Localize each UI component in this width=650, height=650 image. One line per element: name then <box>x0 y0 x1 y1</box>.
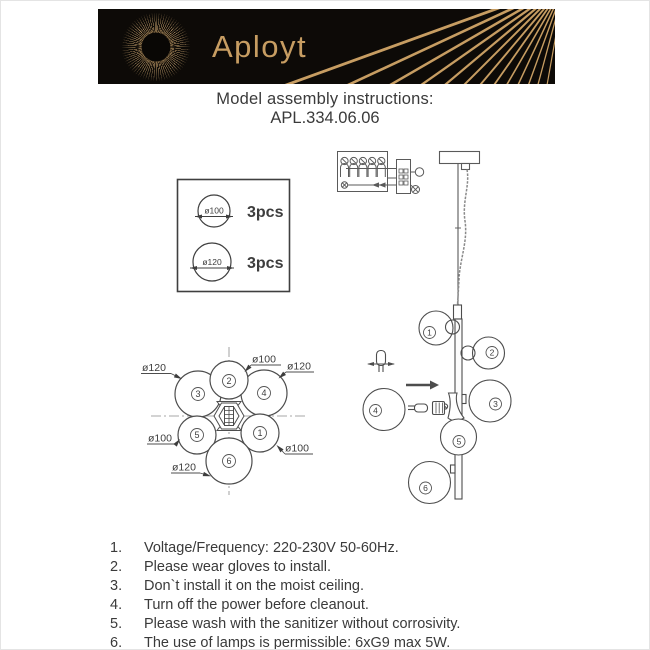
pendant-num-3: 3 <box>493 399 498 409</box>
parts-box <box>178 180 290 292</box>
instruction-text: Please wear gloves to install. <box>144 558 331 575</box>
pendant-assembly <box>363 305 511 504</box>
terminal-screws-icon <box>341 157 386 177</box>
pendant-num-6: 6 <box>423 483 428 493</box>
dim-100-top: ø100 <box>252 353 276 366</box>
instruction-text: Please wash with the sanitizer without corrosivity. <box>144 615 461 632</box>
tv-num-4: 4 <box>261 388 267 398</box>
ceiling-mount <box>440 152 480 306</box>
instruction-item <box>110 634 460 650</box>
dim-120-bl: ø120 <box>172 461 196 474</box>
brand-name: Aployt <box>212 28 308 64</box>
tv-num-5: 5 <box>194 430 200 440</box>
instruction-number: 3. <box>110 577 123 594</box>
dim-100-right: ø100 <box>285 442 309 455</box>
instruction-number: 1. <box>110 540 123 556</box>
power-wire <box>458 170 468 306</box>
tv-num-1: 1 <box>257 428 263 438</box>
sphere-6 <box>409 462 451 504</box>
dim-120-tr: ø120 <box>287 360 311 373</box>
model-number: APL.334.06.06 <box>270 109 380 127</box>
shade-120-icon <box>190 243 234 281</box>
connector-block-icon <box>397 160 411 194</box>
instruction-item <box>110 596 460 615</box>
instruction-number: 2. <box>110 558 123 575</box>
instructions-list <box>110 539 460 650</box>
shade-100-icon <box>195 195 233 227</box>
instruction-item <box>110 577 460 596</box>
g9-bulb-vertical-icon <box>367 351 395 373</box>
pendant-num-1: 1 <box>427 327 432 338</box>
center-hub-icon <box>214 402 244 431</box>
ground-symbol-icon <box>411 185 420 194</box>
shade-120-label: ø120 <box>202 257 222 267</box>
ground-wire <box>341 182 396 188</box>
g9-bulb-horizontal-icon <box>408 404 428 412</box>
tv-num-6: 6 <box>226 456 232 466</box>
instruction-number: 6. <box>110 634 123 650</box>
instruction-item <box>110 558 460 577</box>
assembly-arrow-icon <box>406 381 439 390</box>
socket-nut-icon <box>433 402 445 415</box>
dim-100-left: ø100 <box>148 432 172 445</box>
instruction-text: Voltage/Frequency: 220-230V 50-60Hz. <box>144 540 399 556</box>
tv-num-3: 3 <box>195 389 201 399</box>
dim-120-tl: ø120 <box>142 362 166 374</box>
wiring-diagram <box>338 152 424 194</box>
sphere-1 <box>419 311 453 345</box>
instruction-item <box>110 615 460 634</box>
qty-120: 3pcs <box>247 255 284 272</box>
pendant-num-2: 2 <box>489 347 495 358</box>
instruction-text: Don`t install it on the moist ceiling. <box>144 577 365 594</box>
page-title: Model assembly instructions: <box>216 90 434 108</box>
instruction-text: The use of lamps is permissible: 6xG9 max 5W. <box>144 634 451 650</box>
instruction-number: 4. <box>110 596 123 613</box>
tv-num-2: 2 <box>226 376 232 386</box>
qty-100: 3pcs <box>247 204 284 221</box>
pendant-num-4: 4 <box>373 405 378 416</box>
instruction-text: Turn off the power before cleanout. <box>144 596 369 613</box>
shade-100-label: ø100 <box>204 205 224 216</box>
pendant-num-5: 5 <box>456 436 462 447</box>
instruction-item <box>110 539 460 558</box>
top-view-diagram <box>141 347 314 495</box>
instruction-number: 5. <box>110 615 123 632</box>
